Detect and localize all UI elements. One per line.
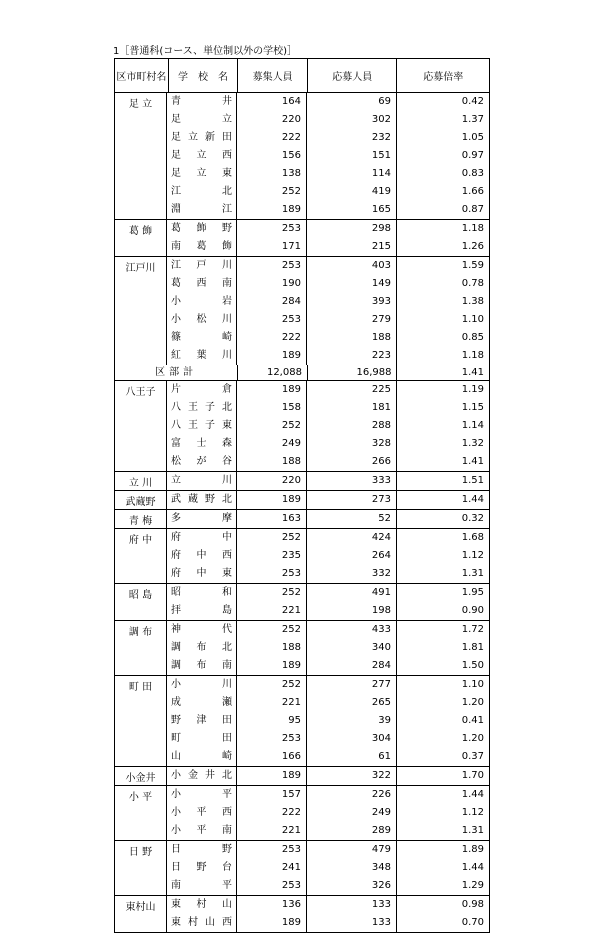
applicant-count: 289 [307, 822, 397, 840]
applicant-count: 198 [307, 602, 397, 620]
table-row [167, 111, 489, 129]
application-ratio: 1.51 [461, 475, 484, 486]
applicant-count: 69 [307, 93, 397, 111]
recruit-count: 95 [237, 712, 307, 730]
table-row [167, 165, 489, 183]
table-row [167, 220, 489, 238]
table-row [167, 381, 489, 399]
application-ratio: 1.50 [461, 660, 484, 671]
applicant-count: 424 [307, 529, 397, 547]
table-row [167, 435, 489, 453]
table-row [167, 896, 489, 914]
district-group [115, 381, 489, 472]
recruit-count: 157 [237, 786, 307, 804]
recruit-count: 189 [237, 381, 307, 399]
application-ratio: 0.85 [461, 332, 484, 343]
application-ratio: 1.29 [461, 880, 484, 891]
applicant-count: 151 [307, 147, 397, 165]
application-ratio: 0.97 [461, 150, 484, 161]
district-name: 葛 飾 [115, 220, 167, 256]
school-name: 調 布 北 [167, 639, 237, 657]
school-name: 立 川 [167, 472, 237, 490]
school-name: 葛 西 南 [167, 275, 237, 293]
subtotal-recruit: 12,088 [238, 365, 308, 380]
application-ratio: 0.78 [461, 278, 484, 289]
school-name: 日 野 台 [167, 859, 237, 877]
district-name: 調 布 [115, 621, 167, 675]
subtotal-label: 区部計 [115, 365, 238, 380]
application-ratio: 1.81 [461, 642, 484, 653]
recruit-count: 222 [237, 804, 307, 822]
applicant-count: 249 [307, 804, 397, 822]
applicant-count: 133 [307, 914, 397, 932]
district-name: 小 平 [115, 786, 167, 840]
school-name: 小 平 南 [167, 822, 237, 840]
school-name: 小 川 [167, 676, 237, 694]
table-row [167, 183, 489, 201]
recruit-count: 156 [237, 147, 307, 165]
application-ratio: 1.15 [461, 402, 484, 413]
school-name: 小 平 [167, 786, 237, 804]
table-row [167, 472, 489, 490]
table-row [167, 657, 489, 675]
recruit-count: 189 [237, 657, 307, 675]
application-ratio: 1.18 [461, 223, 484, 234]
application-ratio: 1.10 [461, 679, 484, 690]
table-row [167, 510, 489, 528]
applicant-count: 479 [307, 841, 397, 859]
recruit-count: 189 [237, 767, 307, 785]
application-ratio: 1.14 [461, 420, 484, 431]
applicant-count: 284 [307, 657, 397, 675]
school-name: 青 井 [167, 93, 237, 111]
district-name: 府 中 [115, 529, 167, 583]
table-row [167, 293, 489, 311]
district-group [115, 510, 489, 529]
application-ratio: 0.90 [461, 605, 484, 616]
school-name: 江 戸 川 [167, 257, 237, 275]
district-name: 青 梅 [115, 510, 167, 528]
applicant-count: 149 [307, 275, 397, 293]
school-name: 府 中 東 [167, 565, 237, 583]
district-group [115, 257, 489, 365]
applicant-count: 333 [307, 472, 397, 490]
applicant-count: 266 [307, 453, 397, 471]
applicant-count: 133 [307, 896, 397, 914]
applicant-count: 277 [307, 676, 397, 694]
school-name: 調 布 南 [167, 657, 237, 675]
recruit-count: 163 [237, 510, 307, 528]
recruit-count: 235 [237, 547, 307, 565]
header-school: 学 校 名 [169, 59, 239, 92]
applicant-count: 322 [307, 767, 397, 785]
applicant-count: 288 [307, 417, 397, 435]
district-group [115, 472, 489, 491]
table-row [167, 914, 489, 932]
table-row [167, 311, 489, 329]
school-name: 小 平 西 [167, 804, 237, 822]
application-ratio: 1.68 [461, 532, 484, 543]
application-ratio: 1.59 [461, 260, 484, 271]
ward-subtotal-row [115, 365, 489, 381]
recruit-count: 189 [237, 914, 307, 932]
table-row [167, 201, 489, 219]
table-row [167, 547, 489, 565]
district-group [115, 676, 489, 767]
table-row [167, 257, 489, 275]
district-name: 町 田 [115, 676, 167, 766]
district-name: 小金井 [115, 767, 167, 785]
applicant-count: 215 [307, 238, 397, 256]
applicant-count: 328 [307, 435, 397, 453]
application-ratio: 1.12 [461, 550, 484, 561]
recruit-count: 241 [237, 859, 307, 877]
recruit-count: 249 [237, 435, 307, 453]
school-name: 松 が 谷 [167, 453, 237, 471]
recruit-count: 284 [237, 293, 307, 311]
applicant-count: 340 [307, 639, 397, 657]
recruit-count: 252 [237, 183, 307, 201]
applicant-count: 273 [307, 491, 397, 509]
recruit-count: 188 [237, 639, 307, 657]
school-name: 足 立 [167, 111, 237, 129]
recruit-count: 253 [237, 565, 307, 583]
applicant-count: 226 [307, 786, 397, 804]
applicant-count: 419 [307, 183, 397, 201]
table-row [167, 676, 489, 694]
applicant-count: 433 [307, 621, 397, 639]
application-ratio: 1.19 [461, 384, 484, 395]
school-name: 淵 江 [167, 201, 237, 219]
recruit-count: 158 [237, 399, 307, 417]
district-name: 日 野 [115, 841, 167, 895]
recruit-count: 221 [237, 694, 307, 712]
recruit-count: 221 [237, 602, 307, 620]
school-name: 小 岩 [167, 293, 237, 311]
table-header [115, 59, 489, 93]
table-row [167, 602, 489, 620]
header-recruit: 募集人員 [238, 59, 308, 92]
district-group [115, 896, 489, 932]
district-group [115, 93, 489, 220]
school-name: 山 崎 [167, 748, 237, 766]
table-row [167, 329, 489, 347]
recruit-count: 253 [237, 257, 307, 275]
application-ratio: 0.83 [461, 168, 484, 179]
school-name: 成 瀬 [167, 694, 237, 712]
applicant-count: 223 [307, 347, 397, 365]
school-name: 片 倉 [167, 381, 237, 399]
table-row [167, 748, 489, 766]
application-ratio: 1.41 [461, 456, 484, 467]
school-name: 小 金 井 北 [167, 767, 237, 785]
district-name: 武蔵野 [115, 491, 167, 509]
recruit-count: 253 [237, 841, 307, 859]
recruit-count: 138 [237, 165, 307, 183]
school-name: 八 王 子 北 [167, 399, 237, 417]
district-name: 昭 島 [115, 584, 167, 620]
table-row [167, 399, 489, 417]
applicant-count: 225 [307, 381, 397, 399]
applicant-count: 61 [307, 748, 397, 766]
district-name: 立 川 [115, 472, 167, 490]
recruit-count: 171 [237, 238, 307, 256]
subtotal-ratio: 1.41 [461, 367, 484, 378]
applicant-count: 165 [307, 201, 397, 219]
table-row [167, 767, 489, 785]
recruit-count: 220 [237, 472, 307, 490]
table-row [167, 93, 489, 111]
school-name: 足 立 西 [167, 147, 237, 165]
school-name: 八 王 子 東 [167, 417, 237, 435]
application-ratio: 1.72 [461, 624, 484, 635]
school-name: 日 野 [167, 841, 237, 859]
application-ratio: 0.98 [461, 899, 484, 910]
application-ratio: 0.41 [461, 715, 484, 726]
city-section [115, 381, 489, 932]
subtotal-applicants: 16,988 [308, 365, 398, 380]
recruit-count: 222 [237, 129, 307, 147]
school-name: 拝 島 [167, 602, 237, 620]
recruit-count: 189 [237, 347, 307, 365]
application-ratio: 1.31 [461, 568, 484, 579]
district-group [115, 621, 489, 676]
district-name: 東村山 [115, 896, 167, 932]
table-row [167, 347, 489, 365]
application-ratio: 1.32 [461, 438, 484, 449]
recruit-count: 136 [237, 896, 307, 914]
recruit-count: 252 [237, 584, 307, 602]
table-row [167, 694, 489, 712]
table-row [167, 275, 489, 293]
applicant-count: 304 [307, 730, 397, 748]
application-ratio: 1.38 [461, 296, 484, 307]
school-name: 南 平 [167, 877, 237, 895]
admissions-table [114, 58, 490, 933]
table-row [167, 841, 489, 859]
school-name: 足 立 東 [167, 165, 237, 183]
table-row [167, 491, 489, 509]
applicant-count: 264 [307, 547, 397, 565]
table-row [167, 859, 489, 877]
applicant-count: 39 [307, 712, 397, 730]
table-row [167, 877, 489, 895]
application-ratio: 1.12 [461, 807, 484, 818]
table-row [167, 529, 489, 547]
table-row [167, 804, 489, 822]
district-name: 八王子 [115, 381, 167, 471]
applicant-count: 114 [307, 165, 397, 183]
application-ratio: 1.05 [461, 132, 484, 143]
school-name: 町 田 [167, 730, 237, 748]
application-ratio: 1.44 [461, 494, 484, 505]
application-ratio: 1.10 [461, 314, 484, 325]
school-name: 神 代 [167, 621, 237, 639]
school-name: 南 葛 飾 [167, 238, 237, 256]
application-ratio: 0.37 [461, 751, 484, 762]
district-name: 足 立 [115, 93, 167, 219]
application-ratio: 1.31 [461, 825, 484, 836]
district-group [115, 767, 489, 786]
table-row [167, 639, 489, 657]
school-name: 葛 飾 野 [167, 220, 237, 238]
header-applicants: 応募人員 [308, 59, 398, 92]
applicant-count: 302 [307, 111, 397, 129]
school-name: 野 津 田 [167, 712, 237, 730]
applicant-count: 348 [307, 859, 397, 877]
recruit-count: 253 [237, 877, 307, 895]
application-ratio: 0.87 [461, 204, 484, 215]
ward-section [115, 93, 489, 365]
applicant-count: 332 [307, 565, 397, 583]
school-name: 府 中 [167, 529, 237, 547]
recruit-count: 252 [237, 529, 307, 547]
recruit-count: 252 [237, 417, 307, 435]
school-name: 篠 崎 [167, 329, 237, 347]
table-row [167, 584, 489, 602]
application-ratio: 1.44 [461, 789, 484, 800]
recruit-count: 166 [237, 748, 307, 766]
recruit-count: 253 [237, 220, 307, 238]
application-ratio: 0.70 [461, 917, 484, 928]
recruit-count: 252 [237, 621, 307, 639]
application-ratio: 1.26 [461, 241, 484, 252]
applicant-count: 265 [307, 694, 397, 712]
table-row [167, 786, 489, 804]
recruit-count: 253 [237, 730, 307, 748]
district-group [115, 220, 489, 257]
table-row [167, 147, 489, 165]
recruit-count: 253 [237, 311, 307, 329]
table-row [167, 712, 489, 730]
district-group [115, 786, 489, 841]
applicant-count: 393 [307, 293, 397, 311]
table-row [167, 238, 489, 256]
school-name: 多 摩 [167, 510, 237, 528]
application-ratio: 0.32 [461, 513, 484, 524]
recruit-count: 189 [237, 201, 307, 219]
table-caption: 1［普通科(コース、単位制以外の学校)］ [113, 46, 297, 57]
school-name: 紅 葉 川 [167, 347, 237, 365]
application-ratio: 1.20 [461, 697, 484, 708]
recruit-count: 189 [237, 491, 307, 509]
table-row [167, 730, 489, 748]
recruit-count: 252 [237, 676, 307, 694]
school-name: 富 士 森 [167, 435, 237, 453]
recruit-count: 221 [237, 822, 307, 840]
recruit-count: 164 [237, 93, 307, 111]
application-ratio: 1.18 [461, 350, 484, 361]
table-row [167, 565, 489, 583]
application-ratio: 0.42 [461, 96, 484, 107]
district-name: 江戸川 [115, 257, 167, 365]
school-name: 府 中 西 [167, 547, 237, 565]
district-group [115, 491, 489, 510]
school-name: 江 北 [167, 183, 237, 201]
district-group [115, 584, 489, 621]
header-ratio: 応募倍率 [423, 72, 464, 83]
applicant-count: 232 [307, 129, 397, 147]
table-row [167, 129, 489, 147]
recruit-count: 222 [237, 329, 307, 347]
applicant-count: 188 [307, 329, 397, 347]
recruit-count: 190 [237, 275, 307, 293]
school-name: 足 立 新 田 [167, 129, 237, 147]
application-ratio: 1.20 [461, 733, 484, 744]
application-ratio: 1.95 [461, 587, 484, 598]
applicant-count: 181 [307, 399, 397, 417]
applicant-count: 52 [307, 510, 397, 528]
recruit-count: 220 [237, 111, 307, 129]
table-row [167, 621, 489, 639]
application-ratio: 1.89 [461, 844, 484, 855]
school-name: 昭 和 [167, 584, 237, 602]
table-row [167, 453, 489, 471]
district-group [115, 841, 489, 896]
school-name: 東 村 山 [167, 896, 237, 914]
application-ratio: 1.66 [461, 186, 484, 197]
application-ratio: 1.44 [461, 862, 484, 873]
recruit-count: 188 [237, 453, 307, 471]
application-ratio: 1.70 [461, 770, 484, 781]
school-name: 武 蔵 野 北 [167, 491, 237, 509]
applicant-count: 326 [307, 877, 397, 895]
district-group [115, 529, 489, 584]
header-district: 区市町村名 [115, 59, 169, 92]
table-row [167, 822, 489, 840]
applicant-count: 491 [307, 584, 397, 602]
school-name: 東 村 山 西 [167, 914, 237, 932]
school-name: 小 松 川 [167, 311, 237, 329]
applicant-count: 298 [307, 220, 397, 238]
application-ratio: 1.37 [461, 114, 484, 125]
applicant-count: 279 [307, 311, 397, 329]
applicant-count: 403 [307, 257, 397, 275]
table-row [167, 417, 489, 435]
